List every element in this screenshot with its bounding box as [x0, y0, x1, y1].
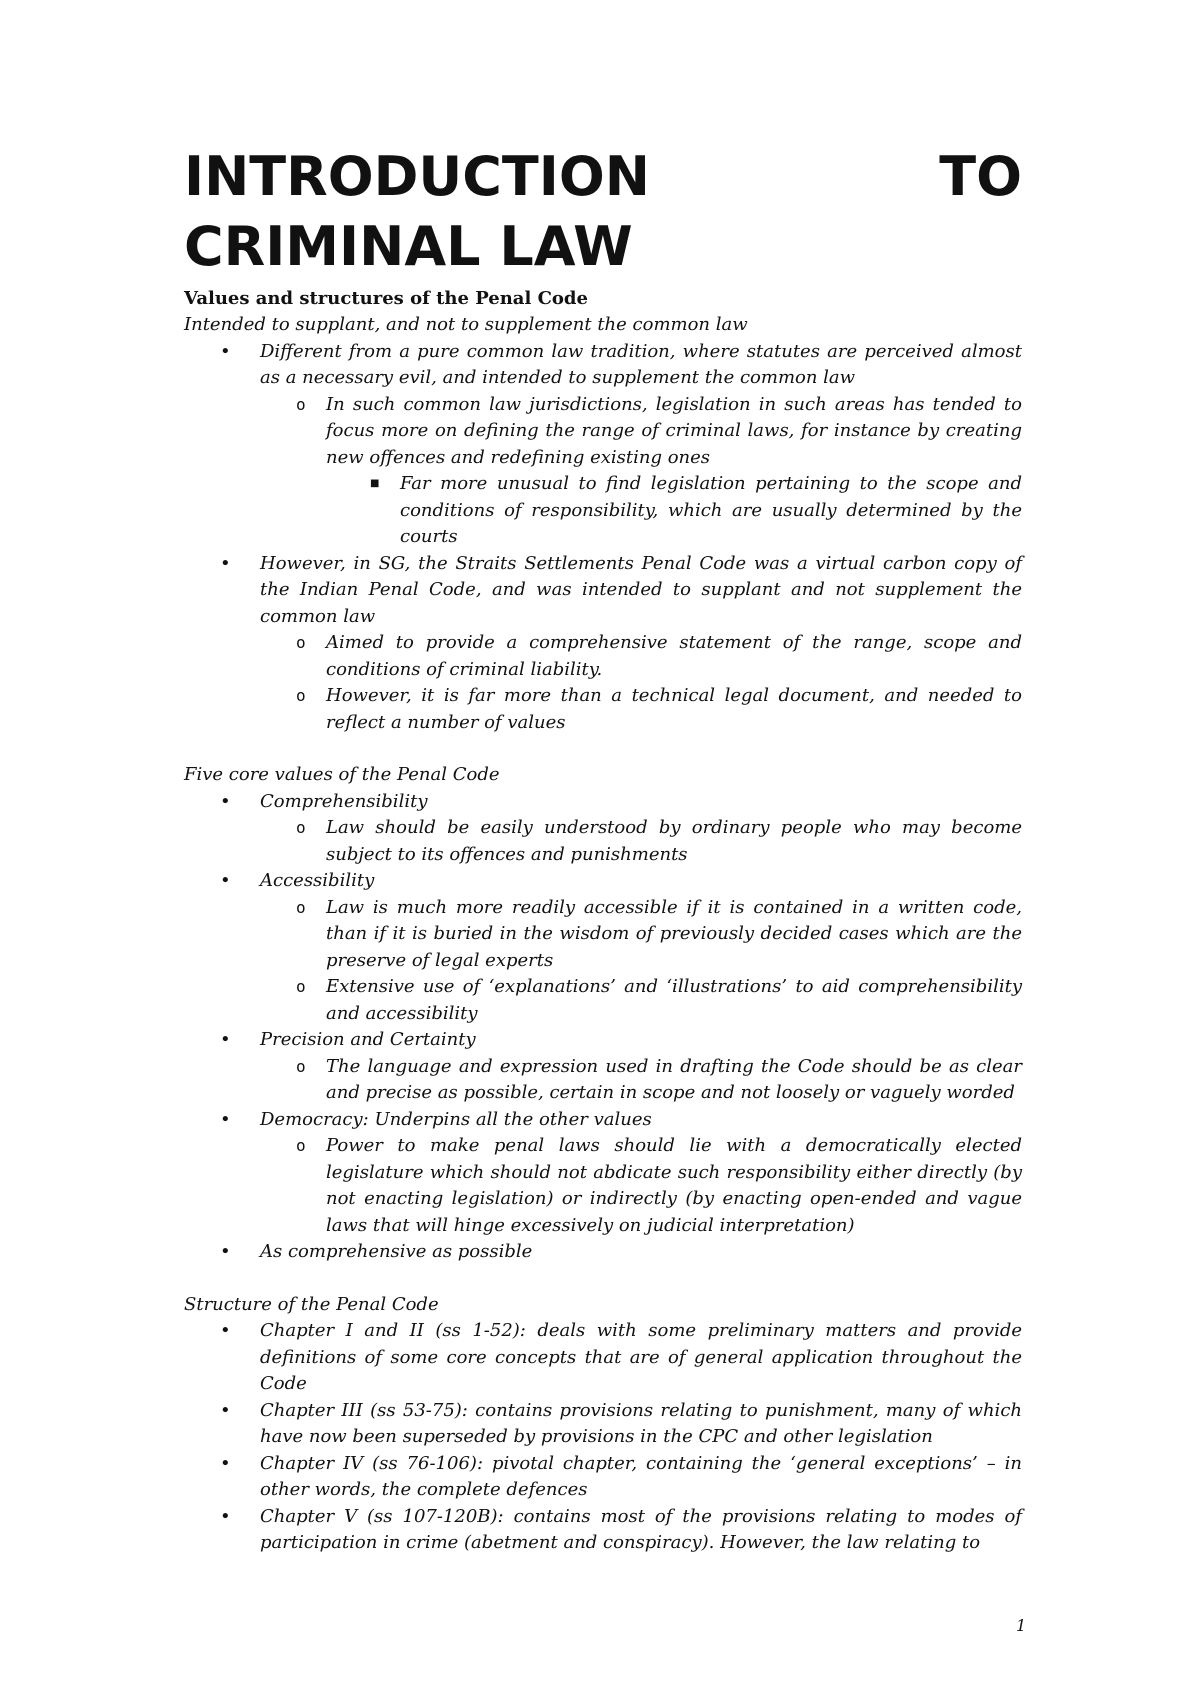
bullet-icon: • [220, 870, 231, 891]
list-item [184, 1133, 1022, 1239]
list-item [184, 1504, 1022, 1557]
bullet-icon: • [220, 340, 231, 362]
list-item-text: Far more unusual to find legislation pertaining to the scope and conditions of responsibility, which are usually determined by the courts [400, 473, 1022, 547]
bullet-icon: • [220, 1505, 231, 1527]
intro-label: Intended to supplant, and not to supplement the common law [184, 314, 748, 335]
list-item [184, 392, 1022, 472]
bullet-icon: • [220, 552, 231, 574]
list-item-text: As comprehensive as possible [260, 1241, 533, 1262]
core-values-label: Five core values of the Penal Code [184, 764, 500, 785]
list-item [184, 471, 1022, 551]
list-item-text: Democracy: Underpins all the other values [260, 1108, 652, 1130]
title-line-2: CRIMINAL LAW [184, 215, 633, 278]
title-word-introduction: INTRODUCTION [184, 145, 650, 208]
bullet-icon: • [220, 1452, 231, 1474]
circle-bullet-icon: o [296, 633, 306, 652]
structure-label: Structure of the Penal Code [184, 1293, 439, 1315]
list-item [184, 1239, 1022, 1266]
circle-bullet-icon: o [296, 897, 306, 917]
list-item [184, 630, 1022, 683]
list-item-text: Comprehensibility [260, 790, 428, 812]
circle-bullet-icon: o [296, 1136, 306, 1155]
list-item-text: The language and expression used in drafting the Code should be as clear and precise as possible, certain in scope and not loosely or vaguely worded [326, 1055, 1022, 1103]
bullet-icon: • [220, 1399, 231, 1421]
list-item [184, 1054, 1022, 1107]
list-item [184, 1318, 1022, 1398]
circle-bullet-icon: o [296, 394, 306, 414]
title-line-1 [184, 142, 1022, 212]
list-item-text: Precision and Certainty [260, 1029, 476, 1050]
list-item [184, 551, 1022, 631]
core-values-section [184, 762, 1022, 1266]
title-word-to: TO [939, 145, 1022, 208]
list-item-text: Chapter V (ss 107-120B): contains most of the provisions relating to modes of participation in crime (abetment and conspiracy). However, the law relating to [260, 1505, 1022, 1553]
circle-bullet-icon: o [296, 1056, 306, 1076]
list-item [184, 339, 1022, 392]
list-item-text: Power to make penal laws should lie with a democratically elected legislature which should not abdicate such responsibility either directly (by not enacting legislation) or indirectly (by enacting open-ended and vague laws that will hinge excessively on judicial interpretation) [326, 1135, 1022, 1236]
list-item-text: Law should be easily understood by ordinary people who may become subject to its offences and punishments [326, 817, 1022, 865]
list-item [184, 1027, 1022, 1054]
page-content [184, 142, 1022, 1557]
list-item-text: Chapter III (ss 53-75): contains provisions relating to punishment, many of which have now been superseded by provisions in the CPC and other legislation [260, 1399, 1022, 1447]
structure-section [184, 1292, 1022, 1557]
list-item [184, 868, 1022, 895]
list-item-text: In such common law jurisdictions, legislation in such areas has tended to focus more on defining the range of criminal laws, for instance by creating new offences and redefining existing ones [326, 393, 1022, 468]
intro-section [184, 312, 1022, 736]
list-item-text: However, in SG, the Straits Settlements Penal Code was a virtual carbon copy of the Indian Penal Code, and was intended to supplant and not supplement the common law [260, 552, 1022, 627]
list-item-text: Extensive use of ‘explanations’ and ‘illustrations’ to aid comprehensibility and accessibility [326, 976, 1022, 1024]
page-number: 1 [1016, 1616, 1027, 1635]
bullet-icon: • [220, 790, 231, 812]
list-item-text: Chapter IV (ss 76-106): pivotal chapter, containing the ‘general exceptions’ – in other words, the complete defences [260, 1452, 1022, 1500]
list-item-text: Law is much more readily accessible if it is contained in a written code, than if it is buried in the wisdom of previously decided cases which are the preserve of legal experts [326, 896, 1022, 971]
list-item [184, 789, 1022, 816]
list-item [184, 683, 1022, 736]
circle-bullet-icon: o [296, 686, 306, 705]
list-item-text: However, it is far more than a technical legal document, and needed to reflect a number of values [326, 685, 1022, 733]
list-item-text: Different from a pure common law tradition, where statutes are perceived almost as a necessary evil, and intended to supplement the common law [260, 340, 1022, 388]
list-item [184, 1107, 1022, 1134]
bullet-icon: • [220, 1108, 231, 1130]
circle-bullet-icon: o [296, 818, 306, 837]
list-item-text: Aimed to provide a comprehensive statement of the range, scope and conditions of criminal liability. [326, 632, 1022, 680]
bullet-icon: • [220, 1029, 231, 1050]
list-item [184, 1451, 1022, 1504]
list-item [184, 974, 1022, 1027]
list-item [184, 1398, 1022, 1451]
list-item [184, 815, 1022, 868]
bullet-icon: • [220, 1241, 231, 1262]
circle-bullet-icon: o [296, 977, 306, 996]
list-item [184, 895, 1022, 975]
list-item-text: Accessibility [260, 870, 375, 891]
bullet-icon: • [220, 1320, 231, 1341]
square-bullet-icon: ■ [370, 478, 380, 489]
list-item-text: Chapter I and II (ss 1-52): deals with some preliminary matters and provide definitions of some core concepts that are of general application throughout the Code [260, 1320, 1022, 1394]
section-heading: Values and structures of the Penal Code [184, 288, 588, 309]
